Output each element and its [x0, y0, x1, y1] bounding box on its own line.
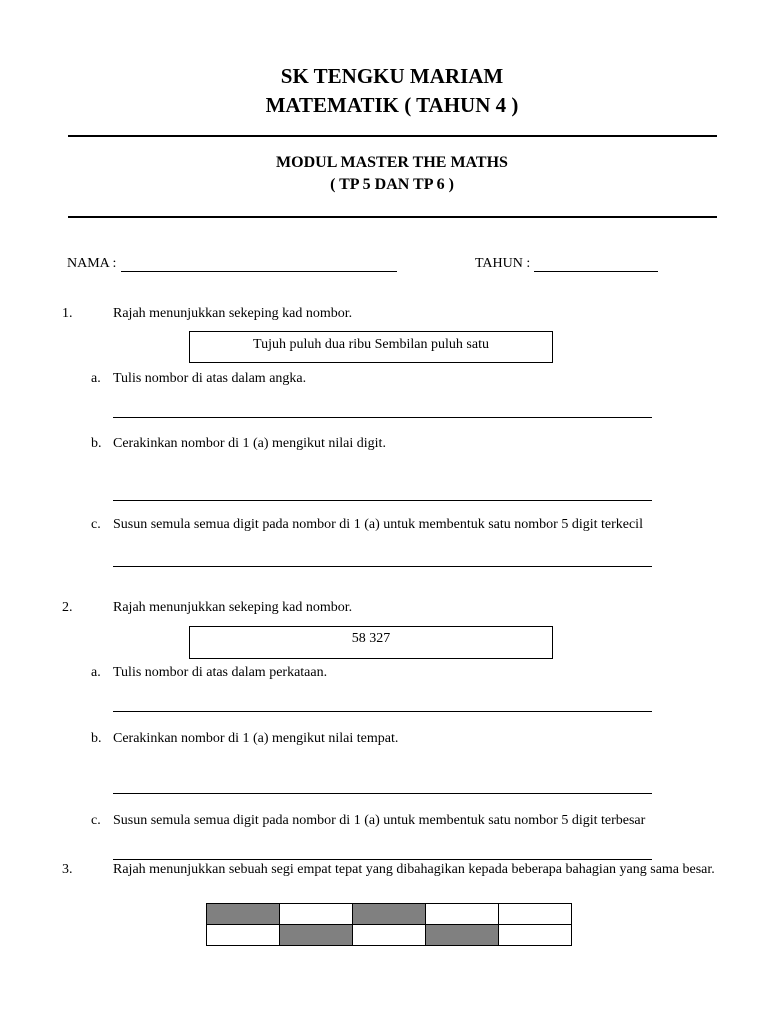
year-field[interactable]: [534, 271, 658, 272]
question-1a-letter: a.: [91, 371, 101, 386]
question-1-number-card: [189, 331, 553, 363]
grid-cell-blank: [207, 925, 280, 946]
question-2a-letter: a.: [91, 665, 101, 680]
question-1-card-text: Tujuh puluh dua ribu Sembilan puluh satu: [253, 337, 489, 352]
question-1a-text: Tulis nombor di atas dalam angka.: [113, 371, 307, 386]
name-field[interactable]: [121, 271, 397, 272]
name-label: NAMA :: [67, 256, 117, 271]
grid-cell-shaded: [353, 904, 426, 925]
module-title: MODUL MASTER THE MATHS: [276, 154, 508, 171]
question-1a-answer-line[interactable]: [113, 417, 652, 418]
header-divider-bottom: [68, 216, 717, 218]
question-2b-letter: b.: [91, 731, 102, 746]
question-2c-letter: c.: [91, 813, 101, 828]
rectangle-grid: [206, 903, 572, 946]
grid-row: [207, 904, 572, 925]
question-1-stem: Rajah menunjukkan sekeping kad nombor.: [113, 306, 353, 321]
question-2b-answer-line[interactable]: [113, 793, 652, 794]
question-1b-answer-line[interactable]: [113, 500, 652, 501]
year-label: TAHUN :: [475, 256, 531, 271]
grid-cell-blank: [353, 925, 426, 946]
question-1b-letter: b.: [91, 436, 102, 451]
grid-cell-shaded: [426, 925, 499, 946]
question-1b-text: Cerakinkan nombor di 1 (a) mengikut nilai digit.: [113, 436, 386, 451]
grid-row: [207, 925, 572, 946]
grid-cell-shaded: [280, 925, 353, 946]
question-1c-text: Susun semula semua digit pada nombor di 1 (a) untuk membentuk satu nombor 5 digit terkecil: [113, 517, 643, 532]
school-title: SK TENGKU MARIAM: [280, 64, 504, 88]
module-subtitle: ( TP 5 DAN TP 6 ): [330, 176, 454, 193]
question-2c-text: Susun semula semua digit pada nombor di 1 (a) untuk membentuk satu nombor 5 digit terbesar: [113, 813, 646, 828]
question-2b-text: Cerakinkan nombor di 1 (a) mengikut nilai tempat.: [113, 731, 399, 746]
question-1-number: 1.: [62, 306, 73, 321]
question-2-number: 2.: [62, 600, 73, 615]
question-3-stem: Rajah menunjukkan sebuah segi empat tepat yang dibahagikan kepada beberapa bahagian yang sama besar.: [113, 862, 715, 877]
question-2-stem: Rajah menunjukkan sekeping kad nombor.: [113, 600, 353, 615]
question-2-number-card: [189, 626, 553, 659]
grid-cell-blank: [426, 904, 499, 925]
grid-cell-blank: [280, 904, 353, 925]
subject-title: MATEMATIK ( TAHUN 4 ): [265, 93, 519, 117]
grid-cell-blank: [499, 925, 572, 946]
question-3-number: 3.: [62, 862, 73, 877]
question-2c-answer-line[interactable]: [113, 859, 652, 860]
question-1c-letter: c.: [91, 517, 101, 532]
question-2a-text: Tulis nombor di atas dalam perkataan.: [113, 665, 328, 680]
header-divider-top: [68, 135, 717, 137]
question-2-card-text: 58 327: [351, 631, 391, 646]
grid-cell-blank: [499, 904, 572, 925]
question-1c-answer-line[interactable]: [113, 566, 652, 567]
grid-cell-shaded: [207, 904, 280, 925]
question-2a-answer-line[interactable]: [113, 711, 652, 712]
